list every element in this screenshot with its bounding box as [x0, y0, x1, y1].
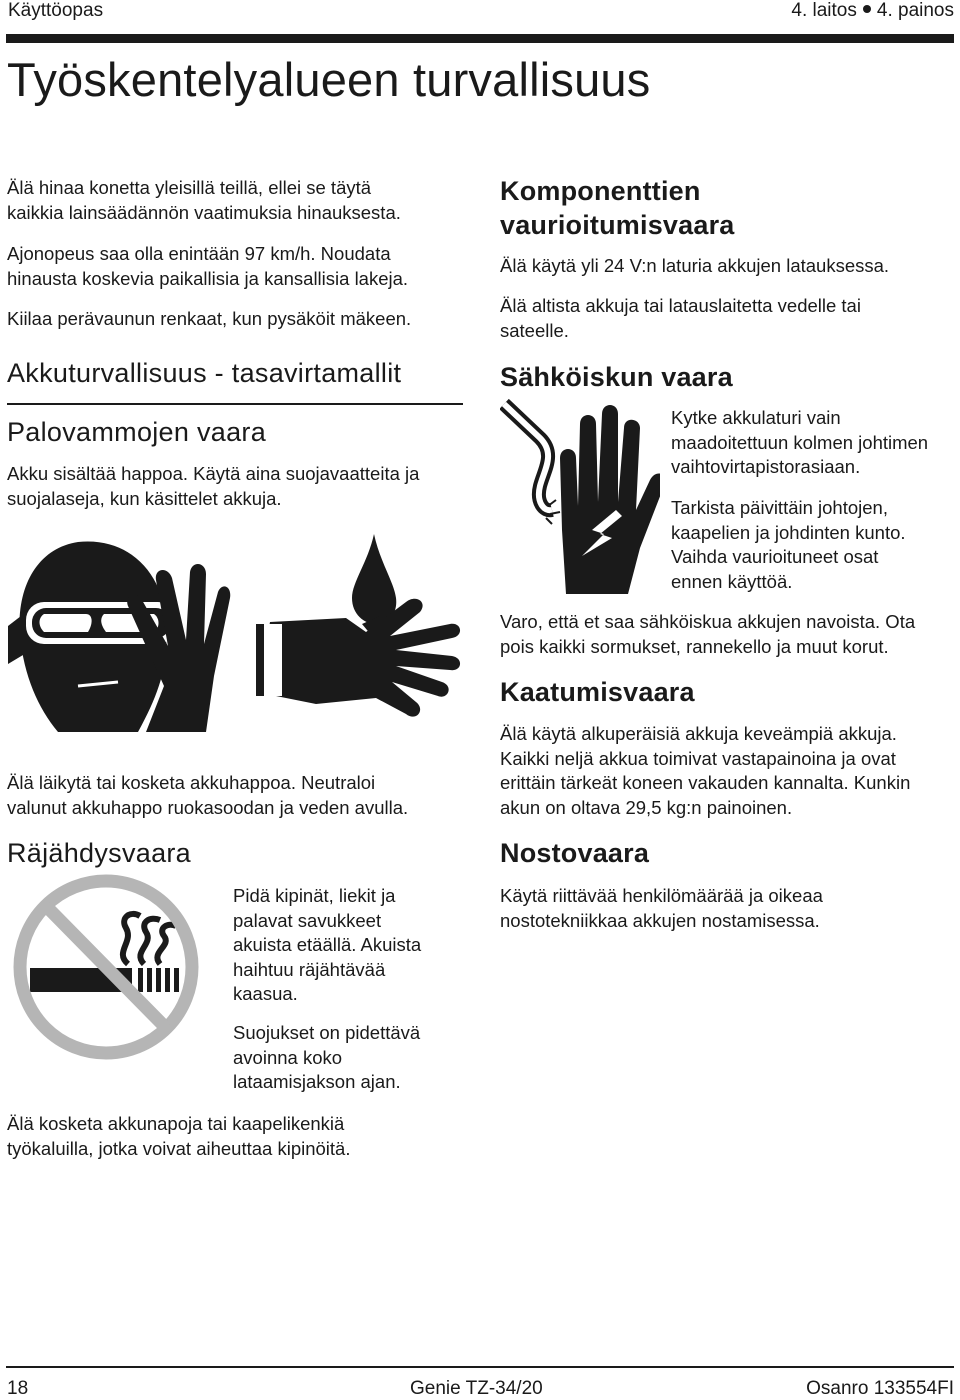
section-rule [7, 403, 463, 405]
edition-right: 4. painos [876, 0, 954, 21]
ground-outlet-paragraph: Kytke akkulaturi vain maadoitettuun kolmen johtimen vaihtovirtapistorasiaan. [671, 407, 929, 477]
chock-paragraph: Kiilaa perävaunun renkaat, kun pysäköit mäkeen. [7, 308, 412, 329]
electric-shock-heading: Sähköiskun vaara [500, 362, 733, 392]
tip-over-heading: Kaatumisvaara [500, 677, 695, 707]
lifting-hazard-heading: Nostovaara [500, 838, 650, 868]
water-paragraph: Älä altista akkuja tai latauslaitetta vedelle tai sateelle. [500, 295, 861, 341]
no-smoking-icon [10, 872, 202, 1062]
page-title: Työskentelyalueen turvallisuus [7, 53, 651, 106]
speed-paragraph: Ajonopeus saa olla enintään 97 km/h. Noudata hinausta koskevia paikallisia ja kansallisia lakeja. [7, 243, 409, 289]
footer-rule [6, 1366, 954, 1368]
lifting-paragraph: Käytä riittävää henkilömäärää ja oikeaa nostotekniikkaa akkujen nostamisessa. [500, 885, 823, 931]
edition-label [791, 0, 954, 22]
covers-paragraph: Suojukset on pidettävä avoinna koko lataamisjakson ajan. [233, 1022, 421, 1092]
bullet-icon [863, 5, 871, 13]
header-rule [6, 34, 954, 43]
burn-paragraph: Akku sisältää happoa. Käytä aina suojavaatteita ja suojalaseja, kun käsittelet akkuja. [7, 463, 420, 509]
sparks-paragraph: Pidä kipinät, liekit ja palavat savukkeet akuista etäällä. Akuista haihtuu räjähtävää kaasua. [233, 885, 422, 1004]
towing-paragraph: Älä hinaa konetta yleisillä teillä, ellei se täytä kaikkia lainsäädännön vaatimuksia hinauksesta. [7, 177, 401, 223]
page-number: 18 [7, 1378, 29, 1399]
part-number: Osanro 133554FI [806, 1378, 954, 1399]
electric-shock-icon [500, 398, 660, 598]
acid-paragraph: Älä läikytä tai kosketa akkuhappoa. Neutraloi valunut akkuhappo ruokasoodan ja veden avulla. [7, 772, 409, 818]
charger-voltage-paragraph: Älä käytä yli 24 V:n laturia akkujen latauksessa. [500, 255, 890, 276]
model-name: Genie TZ-34/20 [410, 1378, 543, 1399]
edition-left: 4. laitos [791, 0, 857, 21]
manual-label: Käyttöopas [8, 0, 104, 21]
battery-weight-paragraph: Älä käytä alkuperäisiä akkuja keveämpiä akkuja. Kaikki neljä akkua toimivat vastapainoina ja ovat erittäin tärkeät koneen vakauden kannalta. Kunkin akun on oltava 29,5 kg:n painoinen. [500, 723, 911, 818]
terminals-paragraph: Älä kosketa akkunapoja tai kaapelikenkiä työkaluilla, jotka voivat aiheuttaa kipinöitä. [7, 1113, 351, 1159]
component-damage-heading: Komponenttien vaurioitumisvaara [500, 176, 735, 240]
battery-safety-heading: Akkuturvallisuus - tasavirtamallit [7, 358, 402, 388]
burn-hazard-heading: Palovammojen vaara [7, 417, 267, 447]
inspect-wires-paragraph: Tarkista päivittäin johtojen, kaapelien ja johdinten kunto. Vaihda vaurioituneet osat ennen käyttöä. [671, 497, 906, 592]
explosion-hazard-heading: Räjähdysvaara [7, 838, 192, 868]
goggles-face-icon [8, 536, 234, 736]
jewelry-paragraph: Varo, että et saa sähköiskua akkujen navoista. Ota pois kaikki sormukset, rannekello ja muut korut. [500, 611, 916, 657]
acid-hand-icon [256, 532, 466, 732]
